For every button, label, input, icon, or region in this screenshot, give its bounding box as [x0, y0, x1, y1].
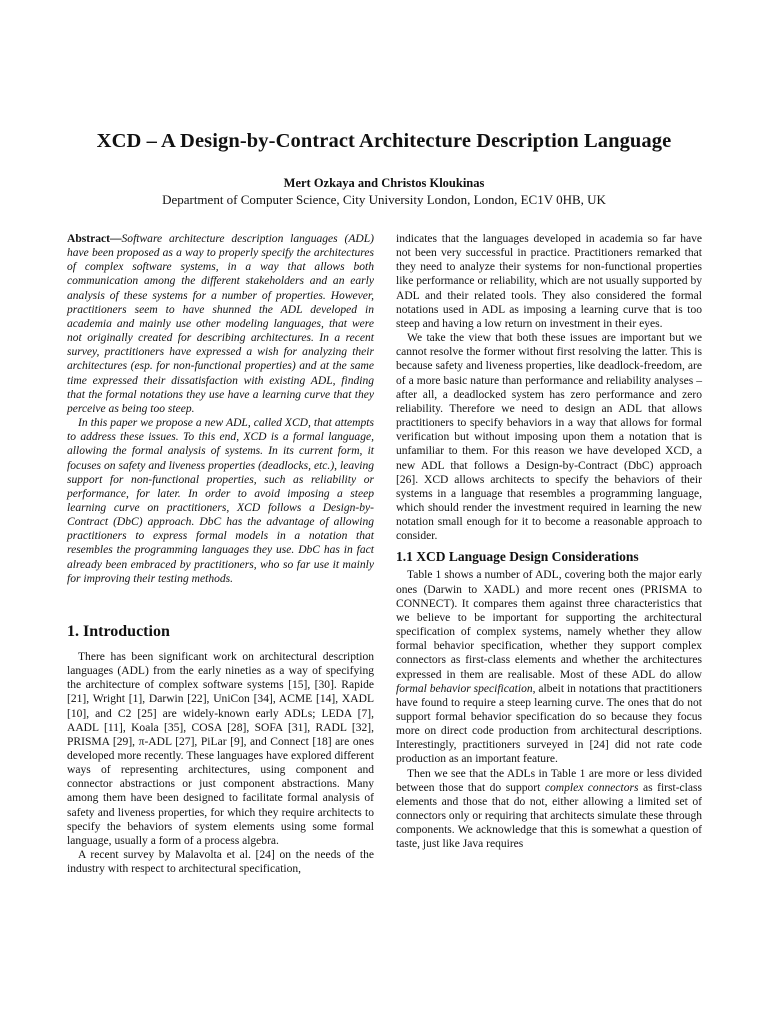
- abstract: [67, 232, 374, 586]
- connectors-paragraph-text-1: Then we see that the ADLs in Table 1 are more or less divided between those that do support: [396, 767, 702, 794]
- subsection-heading-design-considerations: 1.1 XCD Language Design Considerations: [396, 549, 639, 565]
- abstract-paragraph-1: [67, 232, 374, 416]
- intro-paragraph-2: A recent survey by Malavolta et al. [24] on the needs of the industry with respect to architectural specification,: [67, 849, 374, 876]
- right-column: [396, 232, 702, 852]
- author-affiliation: Department of Computer Science, City University London, London, EC1V 0HB, UK: [162, 192, 606, 207]
- connectors-paragraph-emphasis: complex connectors: [544, 781, 639, 794]
- paper-title: XCD – A Design-by-Contract Architecture Description Language: [96, 130, 672, 152]
- connectors-paragraph-text-2: as first-class elements and those that do not, either allowing a limited set of connectors only or requiring that architects simulate these through components. We acknowledge that this is somewhat a question of taste, just like Java requires: [396, 781, 702, 851]
- table-paragraph-text-1: Table 1 shows a number of ADL, covering both the major early ones (Darwin to XADL) and more recent ones (PRISMA to CONNECT). It compares them against three characteristics that we believe to be important for supporting the architectural specification of complex systems, namely whether they allow formal behavior specification, whether they support complex connectors as first-class elements and whether the architectures expressed in them are realisable. Most of these ADL do allow: [396, 569, 702, 681]
- intro-paragraph-1: There has been significant work on architectural description languages (ADL) from the early nineties as a way of specifying the architecture of complex software systems [15], [30]. Rapide [21], Wright [1], Darwin [22], UniCon [34], ACME [14], XADL [10], and C2 [25] are widely-known early ADLs; LEDA [7], AADL [11], Koala [35], COSA [28], SOFA [31], RADL [32], PRISMA [29], π-ADL [27], PiLar [9], and Connect [18] are ones developed more recently. These languages have explored different ways of representing architectures, using component and connector abstractions or just component abstractions. Many among them have been designed to facilitate formal analysis of safety and liveness properties, for which they require architects to specify the behaviors of system elements using some formal language, usually a form of a process algebra.: [67, 650, 374, 847]
- continued-paragraph: indicates that the languages developed in academia so far have not been very successful in practice. Practitioners remarked that they need to analyze their systems for non-functional properties like performance or reliability, which are not usually supported by ADL and their related tools. They also considered the formal notations used in ADL as imposing a learning curve that is too steep and having a low return on investment in their eyes.: [396, 233, 702, 330]
- section-heading-introduction: 1. Introduction: [67, 622, 170, 640]
- abstract-label: Abstract—: [67, 233, 122, 245]
- table-paragraph-text-2: , albeit in notations that practitioners have found to require a steep learning curve. The ones that do not support formal behavior specification do so because they focus more on direct code production from architectural descriptions. Interestingly, practitioners surveyed in [24] did not rate code production as an important feature.: [396, 682, 702, 766]
- abstract-text-1: Software architecture description languages (ADL) have been proposed as a way to properly specify the architectures of complex software systems, in a way that allows both communication among the different stakeholders and an early analysis of these systems for a number of properties. However, practitioners seem to have shunned the ADL developed in academia and mainly use other modeling languages, that were not originally created for describing architectures. In a recent survey, practitioners have expressed a wish for analyzing their architectures (esp. for non-functional properties) and at the same time expressed their dissatisfaction with existing ADL, finding that the formal notations they use have a learning curve that they perceive as being too steep.: [67, 233, 374, 415]
- table-paragraph-emphasis: formal behavior specification: [396, 682, 533, 695]
- author-names: Mert Ozkaya and Christos Kloukinas: [283, 176, 485, 190]
- view-paragraph: We take the view that both these issues are important but we cannot resolve the former without first resolving the latter. This is because safety and liveness properties, like deadlock-freedom, are of a more basic nature than performance and reliability analyses – after all, a deadlocked system has zero performance and zero reliability. Therefore we need to design an ADL that allows practitioners to specify behaviors in a way that allows for formal verification but without imposing upon them a notation that is unfamiliar to them. For this reason we have developed XCD, a new ADL that follows a Design-by-Contract (DbC) approach [26]. XCD allows architects to specify the behaviors of their systems in a language that resembles a programming language, which should render the investment required in learning the new notation small enough for it to become a reasonable approach to consider.: [396, 332, 702, 543]
- table-paragraph: [396, 568, 702, 766]
- connectors-paragraph: [396, 767, 702, 852]
- abstract-paragraph-2: In this paper we propose a new ADL, called XCD, that attempts to address these issues. To this end, XCD is a formal language, allowing the formal analysis of systems. In its current form, it focuses on safety and liveness properties (deadlocks, etc.), leaving support for non-functional properties, such as reliability or performance, for later. In order to avoid imposing a steep learning curve on practitioners, XCD follows a Design-by-Contract (DbC) approach. DbC has the advantage of allowing practitioners to express formal models in a notation that resembles the programming languages they use. DbC has in fact already been embraced by practitioners, who so far use it mainly for improving their testing methods.: [67, 417, 374, 585]
- left-column: [67, 232, 374, 876]
